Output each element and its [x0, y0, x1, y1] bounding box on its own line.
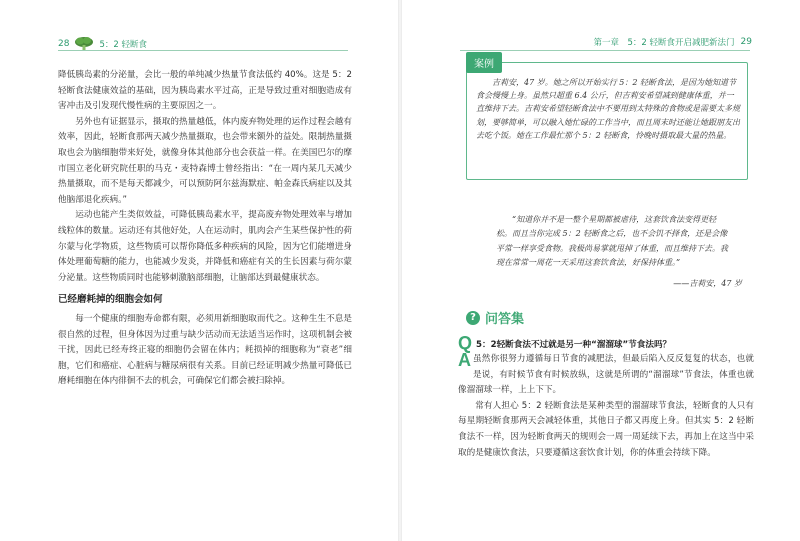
- left-paragraph-2: 另外也有证据显示，摄取的热量越低，体内废弃物处理的运作过程会越有效率，因此，轻断食那两天减少热量摄取，也会带来额外的益处。限制热量摄取也会为脑细胞带来好处，就像身体其他部分也会获益一样。在美国巴尔的摩市国立老化研究院任职的马克・麦特森博士曾经指出：“在一周内某几天减少热量摄取，而不是每天都减少，可以预防阿尔兹海默症、帕金森氏病症以及其他脑部退化疾病。”: [58, 116, 352, 205]
- testimonial-quote: “知道你并不是一整个星期都被虐待，这套饮食法变得更轻松。而且当你完成 5：2 轻断食之后，也不会饥不择食，还是会像平常一样享受食物。我极尚易掌就甩掉了体重，而且维持下去。我现在常常一周花一天采用这套饮食法，好保持体重。”: [496, 215, 728, 268]
- left-header-rule: [58, 50, 348, 51]
- q-letter-icon: Q: [458, 333, 473, 353]
- left-paragraph-1: 降低胰岛素的分泌量，会比一般的单纯减少热量节食法低约 40%。这是 5：2 轻断食法健康效益的基础，因为胰岛素水平过高，正是导致过重对细胞造成有害冲击及引发现代慢性病的主要原因之一。: [58, 70, 352, 112]
- case-text: 吉莉安，47 岁。她之所以开始实行 5：2 轻断食法，是因为她知道节食会慢慢上身。虽然只超重 6.4 公斤，但吉莉安希望减到健康体重，并一直维持下去。吉莉安希望轻断食法中不要用到太特殊的食物或是需要太多规划，要够简单，可以融入她忙碌的工作当中，而且周末时还能让她跟朋友出去吃个饭。她在工作最忙那个 5：2 轻断食，怜晚时摄取最大量的热量。: [476, 78, 740, 140]
- left-paragraph-3: 运动也能产生类似效益，可降低胰岛素水平，提高废弃物处理效率与增加线粒体的数量。运动还有其他好处，人在运动时，肌肉会产生某些保护性的荷尔蒙与化学物质，这些物质可以帮你降低多种疾病的风险，因为它们能增进身体处理葡萄糖的能力，也能减少发炎，并降低和癌症有关的生长因素与荷尔蒙分泌量。这些物质同时也能够刺激脑部细胞，让脑部达到最健康状态。: [58, 210, 352, 283]
- left-header-title: 5：2 轻断食: [99, 40, 147, 50]
- right-page: [400, 0, 800, 541]
- question-icon: ?: [466, 311, 480, 325]
- answer-block: [458, 352, 754, 461]
- answer-paragraph-1: 虽然你很努力遵循每日节食的减肥法，但最后陷入反反复复的状态，也就是说，有时候节食有时候放纵，这就是所谓的“溜溜球”节食法，体重也就像溜溜球一样，上上下下。: [458, 354, 754, 396]
- qa-title: 问答集: [485, 312, 525, 327]
- section-title: 已经磨耗掉的细胞会如何: [58, 294, 163, 306]
- question-row: [458, 334, 671, 352]
- qa-heading: [466, 308, 524, 327]
- right-page-number: 29: [740, 37, 752, 47]
- left-page-number: 28: [58, 39, 70, 49]
- a-letter-icon: A: [458, 350, 471, 370]
- left-body: [58, 68, 352, 390]
- case-label: 案例: [466, 52, 502, 73]
- right-header-title: 第一章 5：2 轻断食开启减肥新法门: [593, 38, 735, 48]
- quote-signature: ——吉莉安，47 岁: [673, 279, 742, 288]
- right-header-rule: [460, 50, 750, 51]
- right-header: [594, 36, 752, 48]
- question-text: 5：2轻断食法不过就是另一种“溜溜球”节食法吗？: [476, 340, 672, 350]
- answer-paragraph-2: 常有人担心 5：2 轻断食法是某种类型的溜溜球节食法，轻断食的人只有每星期轻断食那两天会减轻体重，其他日子都又再度上身。但其实 5：2 轻断食法不一样，因为轻断食两天的规则会一周一周延续下去，再加上在这当中采取的是健康饮食法，只要遵循这套饮食计划，你的体重会持续下降。: [458, 400, 754, 458]
- section-paragraph: 每一个健康的细胞寿命都有限，必须用新细胞取而代之。这种生生不息是很自然的过程，但身体因为过重与缺少活动而无法适当运作时，这项机制会被干扰，因此已经寿终正寝的细胞仍会留在体内；耗损掉的细胞称为“衰老”细胞，它们和癌症、心脏病与糖尿病很有关系。目前已经证明减少热量可降低已磨耗细胞在体内徘徊不去的机会，可确保它们都会被扫除掉。: [58, 313, 352, 387]
